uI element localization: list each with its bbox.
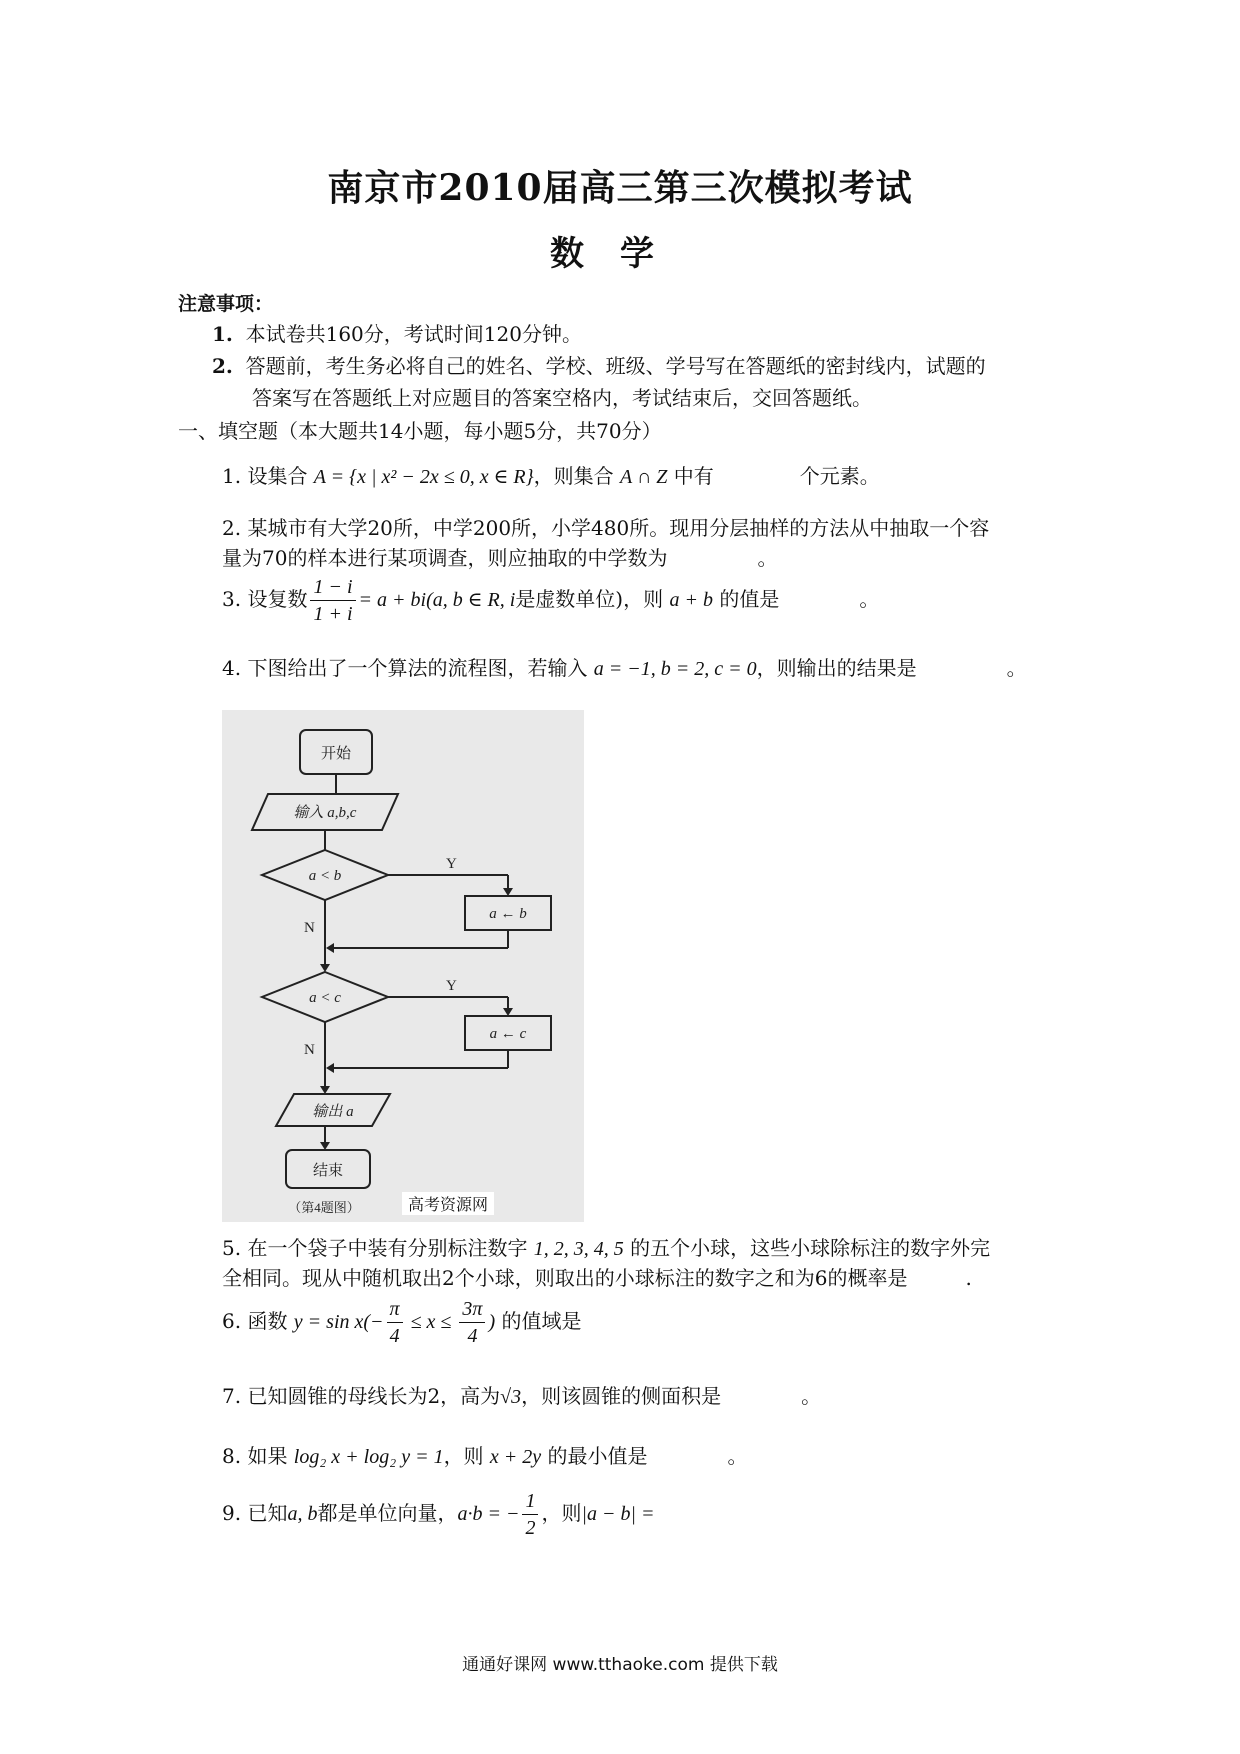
exam-title: 南京市2010届高三第三次模拟考试	[327, 167, 913, 209]
flow-output-label: 输出 a	[312, 1104, 354, 1120]
notice-item-1: 1. 本试卷共160分，考试时间120分钟。	[212, 322, 582, 346]
flow-caption: （第4题图）	[288, 1200, 360, 1215]
flow-yes-label-2: Y	[446, 978, 457, 994]
flow-no-label-2: N	[304, 1042, 315, 1058]
notice-item-2: 2. 答题前，考生务必将自己的姓名、学校、班级、学号写在答题纸的密封线内，试题的	[212, 354, 986, 378]
question-2-line2: 量为70的样本进行某项调查，则应抽取的中学数为 。	[222, 546, 778, 570]
question-5-line1: 5. 在一个袋子中装有分别标注数字 1, 2, 3, 4, 5 的五个小球，这些小球除标注的数字外完	[222, 1236, 991, 1260]
notice-heading: 注意事项：	[178, 293, 274, 315]
flow-end-label: 结束	[312, 1163, 344, 1179]
question-1: 1. 设集合 A = {x | x² − 2x ≤ 0, x ∈ R}，则集合 A ∩ Z 中有 个元素。	[222, 464, 880, 488]
question-4: 4. 下图给出了一个算法的流程图，若输入 a = −1, b = 2, c = 0，则输出的结果是 。	[222, 656, 1027, 680]
flow-no-label-1: N	[304, 920, 315, 936]
question-9: 9. 已知a, b都是单位向量，a·b = − $\frac{1}{2}$ ，则|a − b| =	[222, 1490, 655, 1539]
flow-assign1-label: a ← b	[489, 906, 527, 922]
question-2-line1: 2. 某城市有大学20所，中学200所，小学480所。现用分层抽样的方法从中抽取一个容	[222, 516, 990, 540]
question-3: 3. 设复数 $\frac{1 - i}{1 + i}$ = a + bi(a, b ∈ R, i是虚数单位)，则 a + b 的值是 。	[222, 576, 880, 625]
flowchart-figure	[222, 710, 584, 1222]
flow-cond1-label: a < b	[308, 868, 342, 884]
question-8: 8. 如果 log₂ x + log₂ y = 1，则 x + 2y 的最小值是 。	[222, 1444, 748, 1468]
section-heading: 一、填空题（本大题共14小题，每小题5分，共70分）	[178, 419, 662, 443]
question-6: 6. 函数 y = sin x(− $\frac{\pi}{4}$ ≤ x ≤ $\frac{3\pi}{4}$ ) 的值域是	[222, 1298, 582, 1347]
flow-yes-label-1: Y	[446, 856, 457, 872]
flow-start-label: 开始	[320, 746, 352, 762]
footer-credit: 通通好课网 www.tthaoke.com 提供下载	[462, 1655, 778, 1675]
notice-item-2-cont: 答案写在答题纸上对应题目的答案空格内，考试结束后，交回答题纸。	[252, 386, 872, 410]
watermark-text: 高考资源网	[402, 1192, 494, 1215]
flow-input-label: 输入 a,b,c	[293, 805, 357, 821]
flow-cond2-label: a < c	[309, 990, 341, 1006]
question-7: 7. 已知圆锥的母线长为2，高为√3，则该圆锥的侧面积是 。	[222, 1384, 822, 1408]
question-5-line2: 全相同。现从中随机取出2个小球，则取出的小球标注的数字之和为6的概率是 .	[222, 1266, 972, 1290]
exam-subject: 数学	[550, 234, 690, 274]
flow-assign2-label: a ← c	[489, 1026, 527, 1042]
